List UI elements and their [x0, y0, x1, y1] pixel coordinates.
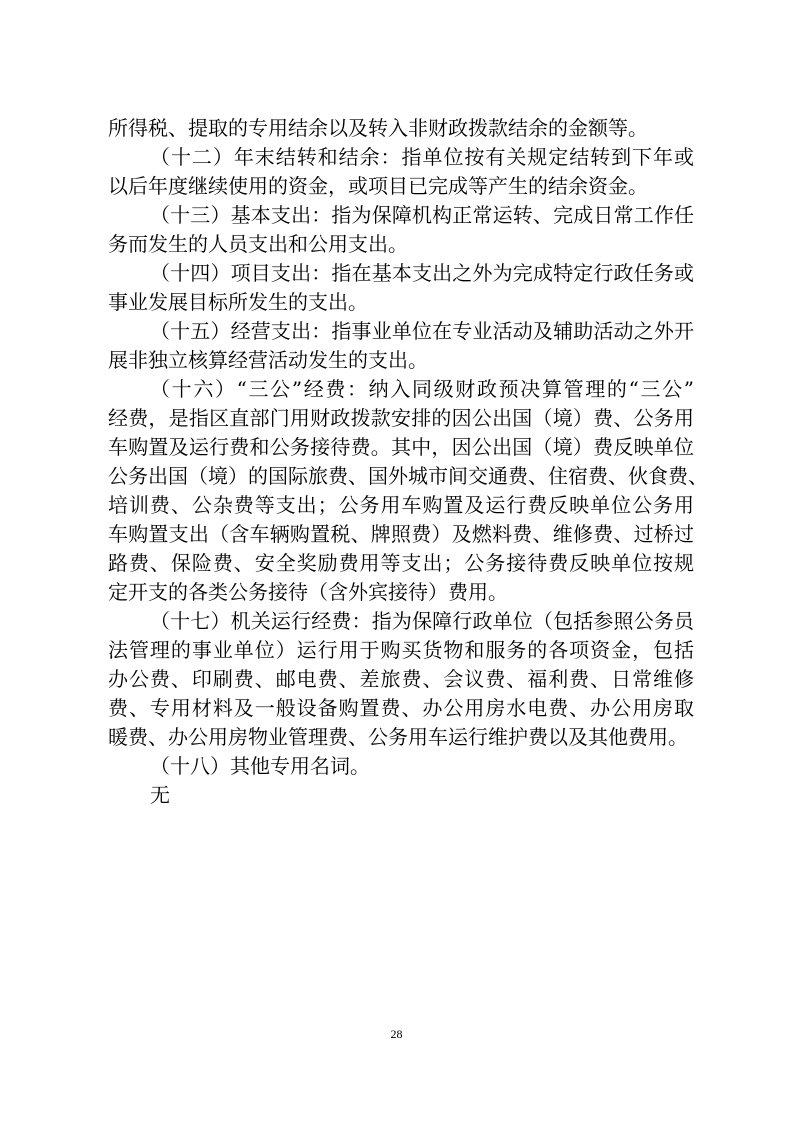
text-line: （十四）项目支出：指在基本支出之外为完成特定行政任务或: [150, 261, 694, 285]
text-line: 定开支的各类公务接待（含外宾接待）费用。: [108, 580, 508, 604]
text-line: （十七）机关运行经费：指为保障行政单位（包括参照公务员: [150, 609, 694, 633]
text-line: （十八）其他专用名词。: [150, 754, 370, 778]
text-line: （十六）“三公”经费：纳入同级财政预决算管理的“三公”: [150, 377, 694, 401]
text-line: （十三）基本支出：指为保障机构正常运转、完成日常工作任: [150, 203, 694, 227]
document-body: [108, 114, 708, 810]
text-line: 费、专用材料及一般设备购置费、办公用房水电费、办公用房取: [108, 696, 694, 720]
text-line: 车购置支出（含车辆购置税、牌照费）及燃料费、维修费、过桥过: [108, 522, 694, 546]
text-line: 以后年度继续使用的资金，或项目已完成等产生的结余资金。: [108, 174, 648, 198]
text-line: 事业发展目标所发生的支出。: [108, 290, 368, 314]
text-line: （十二）年末结转和结余：指单位按有关规定结转到下年或: [150, 145, 694, 169]
text-line: 务而发生的人员支出和公用支出。: [108, 232, 408, 256]
page-number: 28: [390, 1027, 403, 1041]
text-line: 经费，是指区直部门用财政拨款安排的因公出国（境）费、公务用: [108, 406, 694, 430]
text-line: 展非独立核算经营活动发生的支出。: [108, 348, 428, 372]
text-line: 暖费、办公用房物业管理费、公务用车运行维护费以及其他费用。: [108, 725, 688, 749]
text-line: （十五）经营支出：指事业单位在专业活动及辅助活动之外开: [150, 319, 694, 343]
text-line: 法管理的事业单位）运行用于购买货物和服务的各项资金，包括: [108, 638, 694, 662]
text-line: 所得税、提取的专用结余以及转入非财政拨款结余的金额等。: [108, 116, 648, 140]
text-line: 办公费、印刷费、邮电费、差旅费、会议费、福利费、日常维修: [108, 667, 694, 691]
text-line: 公务出国（境）的国际旅费、国外城市间交通费、住宿费、伙食费、: [108, 464, 708, 488]
text-line: 无: [150, 783, 170, 807]
text-line: 路费、保险费、安全奖励费用等支出；公务接待费反映单位按规: [108, 551, 694, 575]
text-line: 车购置及运行费和公务接待费。其中，因公出国（境）费反映单位: [108, 435, 694, 459]
text-line: 培训费、公杂费等支出；公务用车购置及运行费反映单位公务用: [108, 493, 694, 517]
